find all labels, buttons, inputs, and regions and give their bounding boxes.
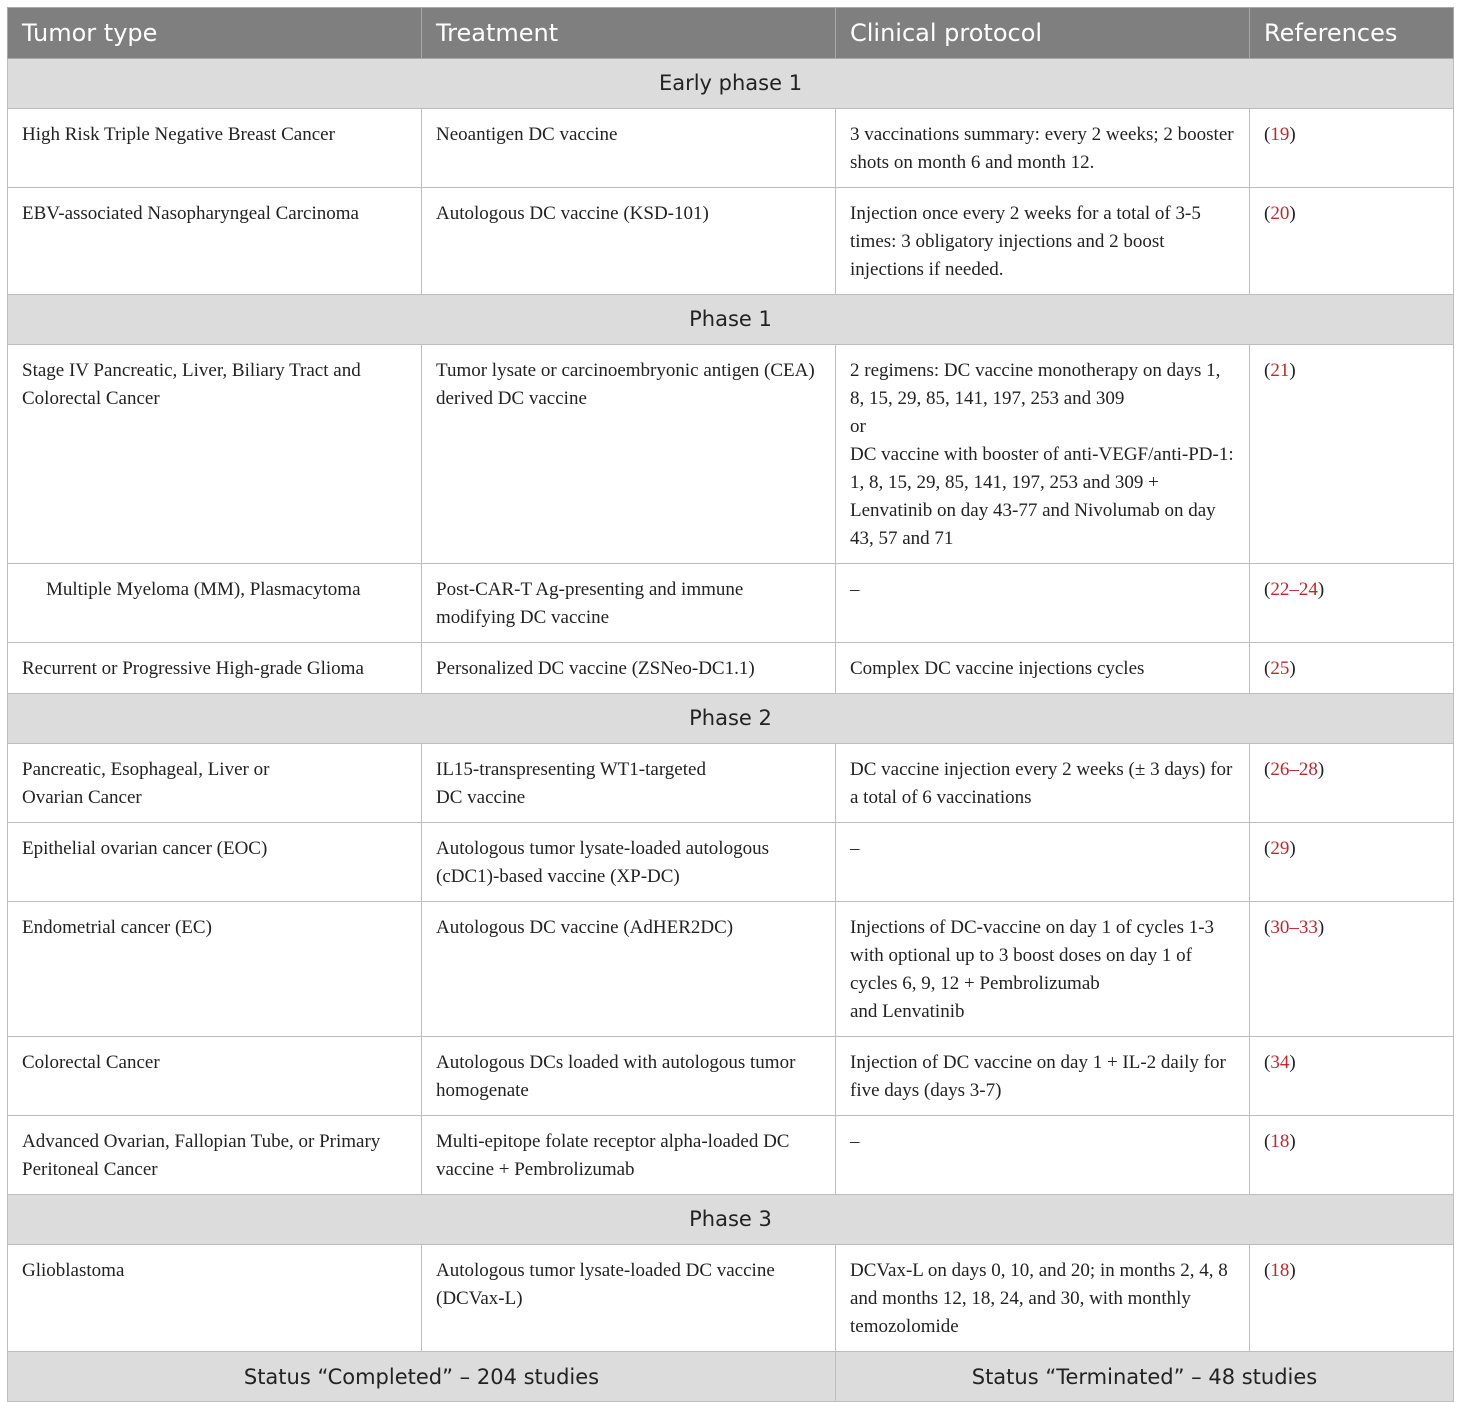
treatment-cell: Autologous DC vaccine (AdHER2DC) [422, 902, 836, 1037]
tumor-type-cell: EBV-associated Nasopharyngeal Carcinoma [8, 188, 422, 295]
protocol-line: 2 regimens: DC vaccine monotherapy on days 1, 8, 15, 29, 85, 141, 197, 253 and 309 [850, 360, 1221, 409]
table-row [8, 1245, 1454, 1352]
reference-range-dash: – [1289, 917, 1299, 938]
reference-range-dash: – [1289, 579, 1299, 600]
references-cell: (29) [1250, 823, 1454, 902]
reference-link[interactable]: 29 [1270, 838, 1290, 859]
table-row [8, 345, 1454, 564]
table-row [8, 564, 1454, 643]
treatment-cell: Post-CAR-T Ag-presenting and immune modifying DC vaccine [422, 564, 836, 643]
protocol-cell [836, 902, 1250, 1037]
reference-link[interactable]: 19 [1270, 124, 1290, 145]
tumor-type-cell: Multiple Myeloma (MM), Plasmacytoma [8, 564, 422, 643]
reference-link[interactable]: 34 [1270, 1052, 1290, 1073]
clinical-trials-table [7, 7, 1454, 1402]
protocol-cell: DCVax-L on days 0, 10, and 20; in months 2, 4, 8 and months 12, 18, 24, and 30, with monthly temozolomide [836, 1245, 1250, 1352]
treatment-cell: Personalized DC vaccine (ZSNeo-DC1.1) [422, 643, 836, 694]
phase-label: Phase 2 [8, 694, 1454, 744]
tumor-type-line: Pancreatic, Esophageal, Liver or [22, 759, 270, 780]
phase-label: Phase 3 [8, 1195, 1454, 1245]
protocol-cell: 3 vaccinations summary: every 2 weeks; 2 booster shots on month 6 and month 12. [836, 109, 1250, 188]
treatment-cell: Tumor lysate or carcinoembryonic antigen (CEA) derived DC vaccine [422, 345, 836, 564]
references-cell: (18) [1250, 1245, 1454, 1352]
protocol-cell: Injection of DC vaccine on day 1 + IL-2 daily for five days (days 3-7) [836, 1037, 1250, 1116]
reference-link[interactable]: 21 [1270, 360, 1290, 381]
protocol-line: or [850, 416, 866, 437]
references-cell: (34) [1250, 1037, 1454, 1116]
reference-link[interactable]: 25 [1270, 658, 1290, 679]
phase-row-early-phase-1 [8, 59, 1454, 109]
reference-link[interactable]: 20 [1270, 203, 1290, 224]
phase-row-phase-1 [8, 295, 1454, 345]
table-row [8, 188, 1454, 295]
references-cell: (26–28) [1250, 744, 1454, 823]
status-terminated: Status “Terminated” – 48 studies [836, 1352, 1454, 1402]
status-summary-row [8, 1352, 1454, 1402]
protocol-line: Injections of DC-vaccine on day 1 of cycles 1-3 with optional up to 3 boost doses on day 1 of cycles 6, 9, 12 + Pembrolizumab [850, 917, 1215, 994]
treatment-cell: Autologous tumor lysate-loaded autologous (cDC1)-based vaccine (XP-DC) [422, 823, 836, 902]
protocol-line: and Lenvatinib [850, 1001, 965, 1022]
references-cell: (21) [1250, 345, 1454, 564]
tumor-type-cell: Colorectal Cancer [8, 1037, 422, 1116]
tumor-type-line: Ovarian Cancer [22, 787, 142, 808]
table-row [8, 1037, 1454, 1116]
tumor-type-cell [8, 744, 422, 823]
tumor-type-cell: High Risk Triple Negative Breast Cancer [8, 109, 422, 188]
column-header-treatment: Treatment [422, 8, 836, 59]
reference-range-dash: – [1289, 759, 1299, 780]
references-cell: (19) [1250, 109, 1454, 188]
treatment-cell: Autologous tumor lysate-loaded DC vaccine (DCVax-L) [422, 1245, 836, 1352]
reference-link[interactable]: 22 [1270, 579, 1290, 600]
reference-link[interactable]: 30 [1270, 917, 1290, 938]
phase-row-phase-2 [8, 694, 1454, 744]
reference-link[interactable]: 33 [1298, 917, 1318, 938]
protocol-cell [836, 345, 1250, 564]
protocol-cell: DC vaccine injection every 2 weeks (± 3 days) for a total of 6 vaccinations [836, 744, 1250, 823]
references-cell: (18) [1250, 1116, 1454, 1195]
reference-link[interactable]: 26 [1270, 759, 1290, 780]
treatment-cell [422, 744, 836, 823]
table-row [8, 902, 1454, 1037]
tumor-type-cell: Stage IV Pancreatic, Liver, Biliary Tract and Colorectal Cancer [8, 345, 422, 564]
references-cell: (30–33) [1250, 902, 1454, 1037]
treatment-cell: Multi-epitope folate receptor alpha-loaded DC vaccine + Pembrolizumab [422, 1116, 836, 1195]
tumor-type-cell: Advanced Ovarian, Fallopian Tube, or Primary Peritoneal Cancer [8, 1116, 422, 1195]
table-header-row [8, 8, 1454, 59]
treatment-cell: Autologous DC vaccine (KSD-101) [422, 188, 836, 295]
protocol-cell: – [836, 823, 1250, 902]
clinical-trials-table-container [7, 7, 1453, 1402]
reference-link[interactable]: 24 [1298, 579, 1318, 600]
protocol-cell: Injection once every 2 weeks for a total of 3-5 times: 3 obligatory injections and 2 boost injections if needed. [836, 188, 1250, 295]
treatment-cell: Autologous DCs loaded with autologous tumor homogenate [422, 1037, 836, 1116]
table-row [8, 109, 1454, 188]
column-header-tumor-type: Tumor type [8, 8, 422, 59]
protocol-cell: Complex DC vaccine injections cycles [836, 643, 1250, 694]
treatment-line: IL15-transpresenting WT1-targeted [436, 759, 706, 780]
reference-link[interactable]: 18 [1270, 1131, 1290, 1152]
column-header-references: References [1250, 8, 1454, 59]
tumor-type-cell: Glioblastoma [8, 1245, 422, 1352]
protocol-cell: – [836, 1116, 1250, 1195]
status-completed: Status “Completed” – 204 studies [8, 1352, 836, 1402]
reference-link[interactable]: 18 [1270, 1260, 1290, 1281]
table-row [8, 823, 1454, 902]
treatment-line: DC vaccine [436, 787, 526, 808]
protocol-line: DC vaccine with booster of anti-VEGF/anti-PD-1: 1, 8, 15, 29, 85, 141, 197, 253 and 309 + Lenvatinib on day 43-77 and Nivolumab on day 43, 57 and 71 [850, 444, 1234, 549]
references-cell: (25) [1250, 643, 1454, 694]
table-row [8, 643, 1454, 694]
tumor-type-cell: Endometrial cancer (EC) [8, 902, 422, 1037]
references-cell: (22–24) [1250, 564, 1454, 643]
tumor-type-cell: Epithelial ovarian cancer (EOC) [8, 823, 422, 902]
table-row [8, 744, 1454, 823]
treatment-cell: Neoantigen DC vaccine [422, 109, 836, 188]
table-row [8, 1116, 1454, 1195]
references-cell: (20) [1250, 188, 1454, 295]
column-header-clinical-protocol: Clinical protocol [836, 8, 1250, 59]
protocol-cell: – [836, 564, 1250, 643]
phase-label: Early phase 1 [8, 59, 1454, 109]
phase-label: Phase 1 [8, 295, 1454, 345]
reference-link[interactable]: 28 [1298, 759, 1318, 780]
tumor-type-cell: Recurrent or Progressive High-grade Glioma [8, 643, 422, 694]
phase-row-phase-3 [8, 1195, 1454, 1245]
